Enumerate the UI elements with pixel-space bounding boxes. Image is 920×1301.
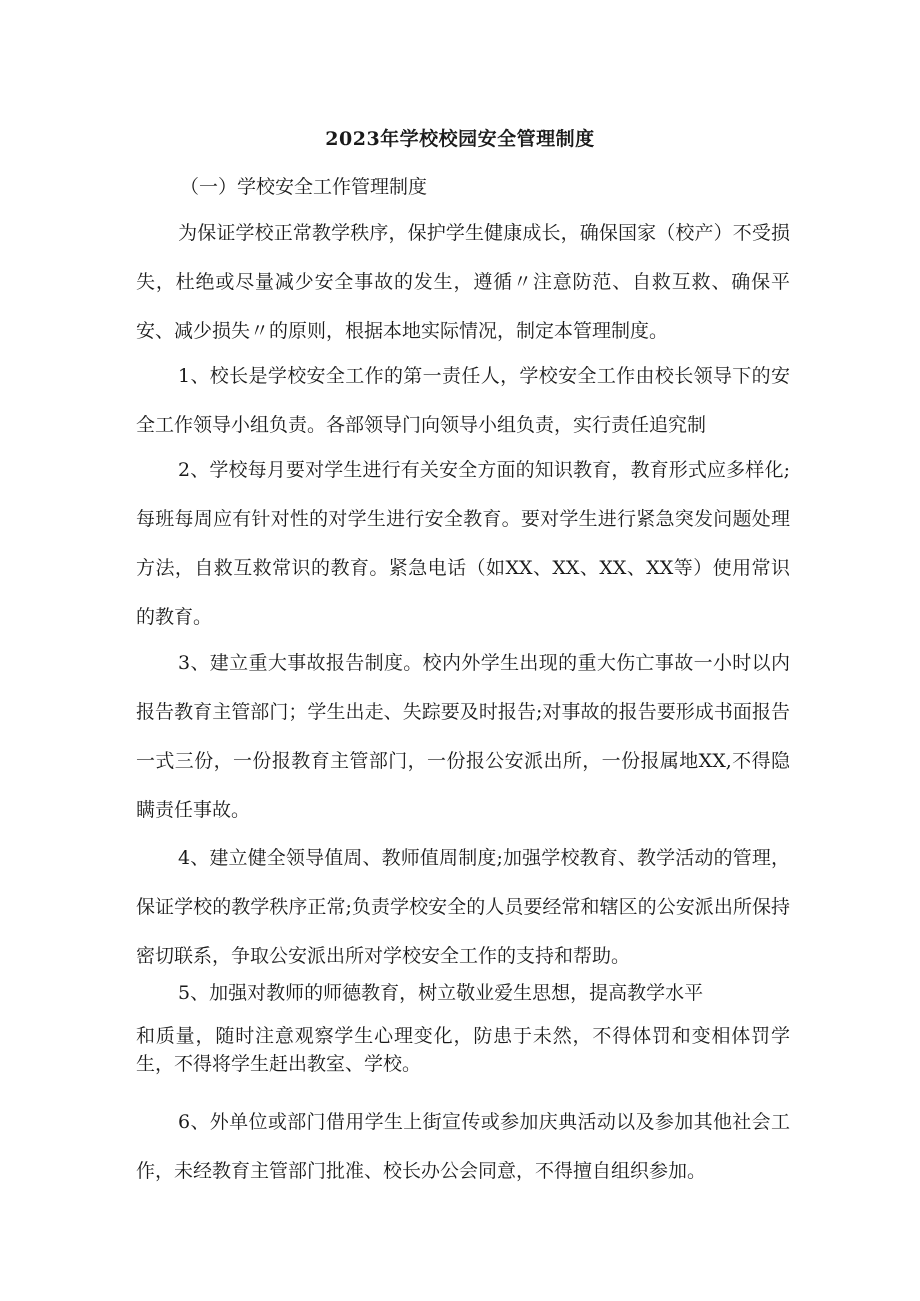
document-title: 2023年学校校园安全管理制度 — [325, 128, 595, 150]
paragraph-text: 5、加强对教师的师德教育，树立敬业爱生思想，提高教学水平 — [178, 982, 704, 1004]
paragraph-item-4 — [136, 834, 790, 981]
paragraph-item-5-continued — [136, 1022, 790, 1078]
paragraph-item-2 — [136, 446, 790, 642]
paragraph-text: 4、建立健全领导值周、教师值周制度;加强学校教育、教学活动的管理，保证学校的教学秩序正常;负责学校安全的人员要经常和辖区的公安派出所保持密切联系，争取公安派出所对学校安全工作的支持和帮助。 — [136, 847, 790, 967]
paragraph-item-6 — [136, 1098, 790, 1196]
paragraph-item-5 — [136, 969, 790, 1018]
paragraph-text: 为保证学校正常教学秩序，保护学生健康成长，确保国家（校产）不受损失，杜绝或尽量减少安全事故的发生，遵循〃注意防范、自救互救、确保平安、减少损失〃的原则，根据本地实际情况，制定本管理制度。 — [136, 222, 790, 342]
section-heading: （一）学校安全工作管理制度 — [180, 176, 428, 198]
paragraph-text: 6、外单位或部门借用学生上街宣传或参加庆典活动以及参加其他社会工作，未经教育主管部门批准、校长办公会同意，不得擅自组织参加。 — [136, 1111, 790, 1182]
paragraph-item-3 — [136, 639, 790, 835]
paragraph-text: 和质量，随时注意观察学生心理变化，防患于未然，不得体罚和变相体罚学生，不得将学生赶出教室、学校。 — [136, 1025, 790, 1075]
paragraph-text: 3、建立重大事故报告制度。校内外学生出现的重大伤亡事故一小时以内报告教育主管部门；学生出走、失踪要及时报告;对事故的报告要形成书面报告一式三份，一份报教育主管部门，一份报公安派出所，一份报属地XX,不得隐瞒责任事故。 — [136, 652, 790, 821]
paragraph-text: 2、学校每月要对学生进行有关安全方面的知识教育，教育形式应多样化;每班每周应有针对性的对学生进行安全教育。要对学生进行紧急突发问题处理方法，自救互救常识的教育。紧急电话（如XX、XX、XX、XX等）使用常识的教育。 — [136, 459, 790, 628]
paragraph-text: 1、校长是学校安全工作的第一责任人，学校安全工作由校长领导下的安全工作领导小组负责。各部领导门向领导小组负责，实行责任追究制 — [136, 365, 790, 436]
paragraph-intro — [136, 209, 790, 356]
paragraph-item-1 — [136, 352, 790, 450]
